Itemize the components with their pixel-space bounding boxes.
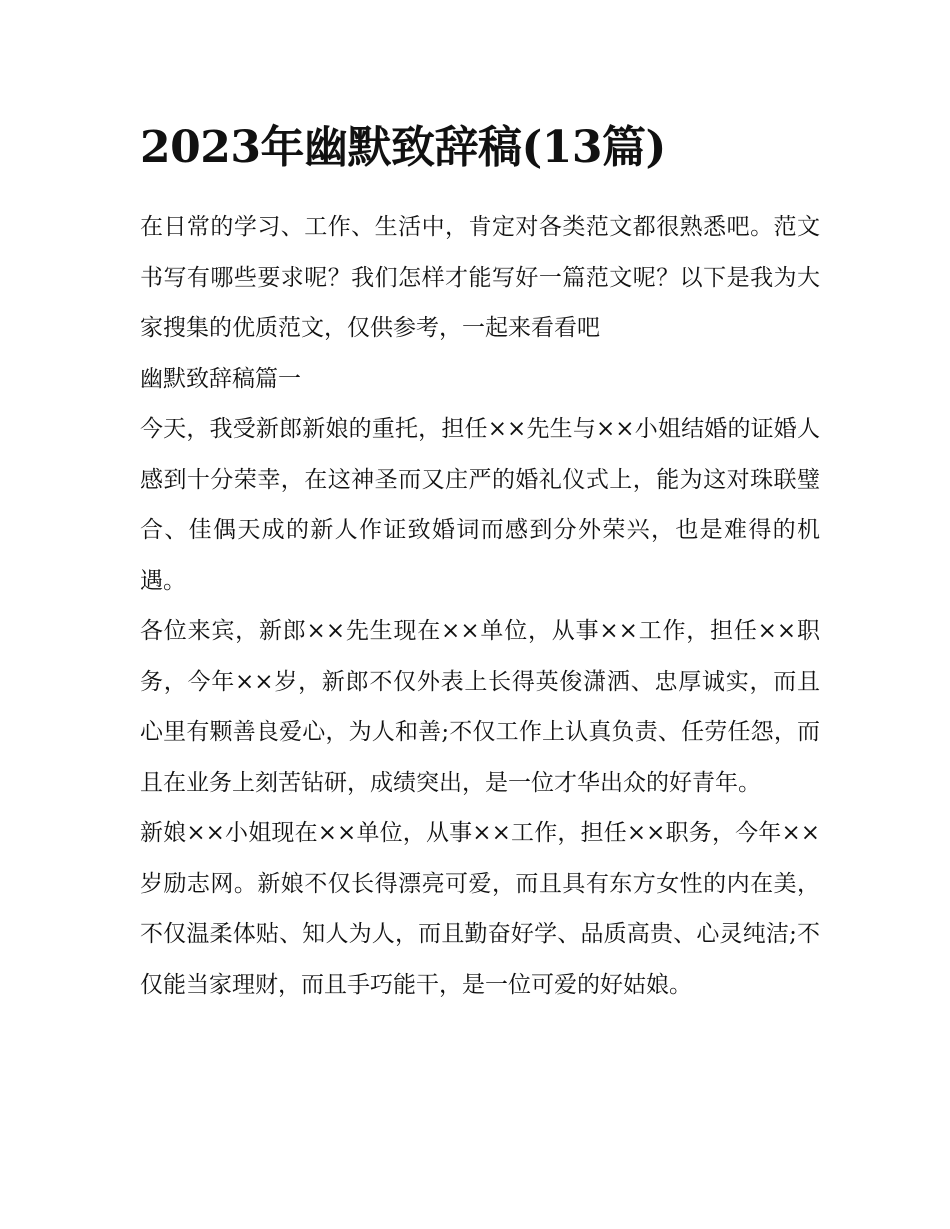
body-paragraph-2: 各位来宾，新郎××先生现在××单位，从事××工作，担任××职务，今年××岁，新郎不仅外表上长得英俊潇洒、忠厚诚实，而且心里有颗善良爱心，为人和善;不仅工作上认真负责、任劳任怨，而且在业务上刻苦钻研，成绩突出，是一位才华出众的好青年。 [140, 618, 820, 796]
body-paragraph-1: 今天，我受新郎新娘的重托，担任××先生与××小姐结婚的证婚人感到十分荣幸，在这神圣而又庄严的婚礼仪式上，能为这对珠联璧合、佳偶天成的新人作证致婚词而感到分外荣兴，也是难得的机遇。 [140, 416, 820, 594]
document-title: 2023年幽默致辞稿(13篇) [140, 122, 666, 173]
intro-paragraph: 在日常的学习、工作、生活中，肯定对各类范文都很熟悉吧。范文书写有哪些要求呢？我们怎样才能写好一篇范文呢？以下是我为大家搜集的优质范文，仅供参考，一起来看看吧 [140, 214, 820, 341]
body-paragraph-3: 新娘××小姐现在××单位，从事××工作，担任××职务，今年××岁励志网。新娘不仅长得漂亮可爱，而且具有东方女性的内在美，不仅温柔体贴、知人为人，而且勤奋好学、品质高贵、心灵纯洁;不仅能当家理财，而且手巧能干，是一位可爱的好姑娘。 [140, 820, 820, 998]
section-heading: 幽默致辞稿篇一 [140, 365, 301, 392]
document-body [140, 118, 820, 1010]
